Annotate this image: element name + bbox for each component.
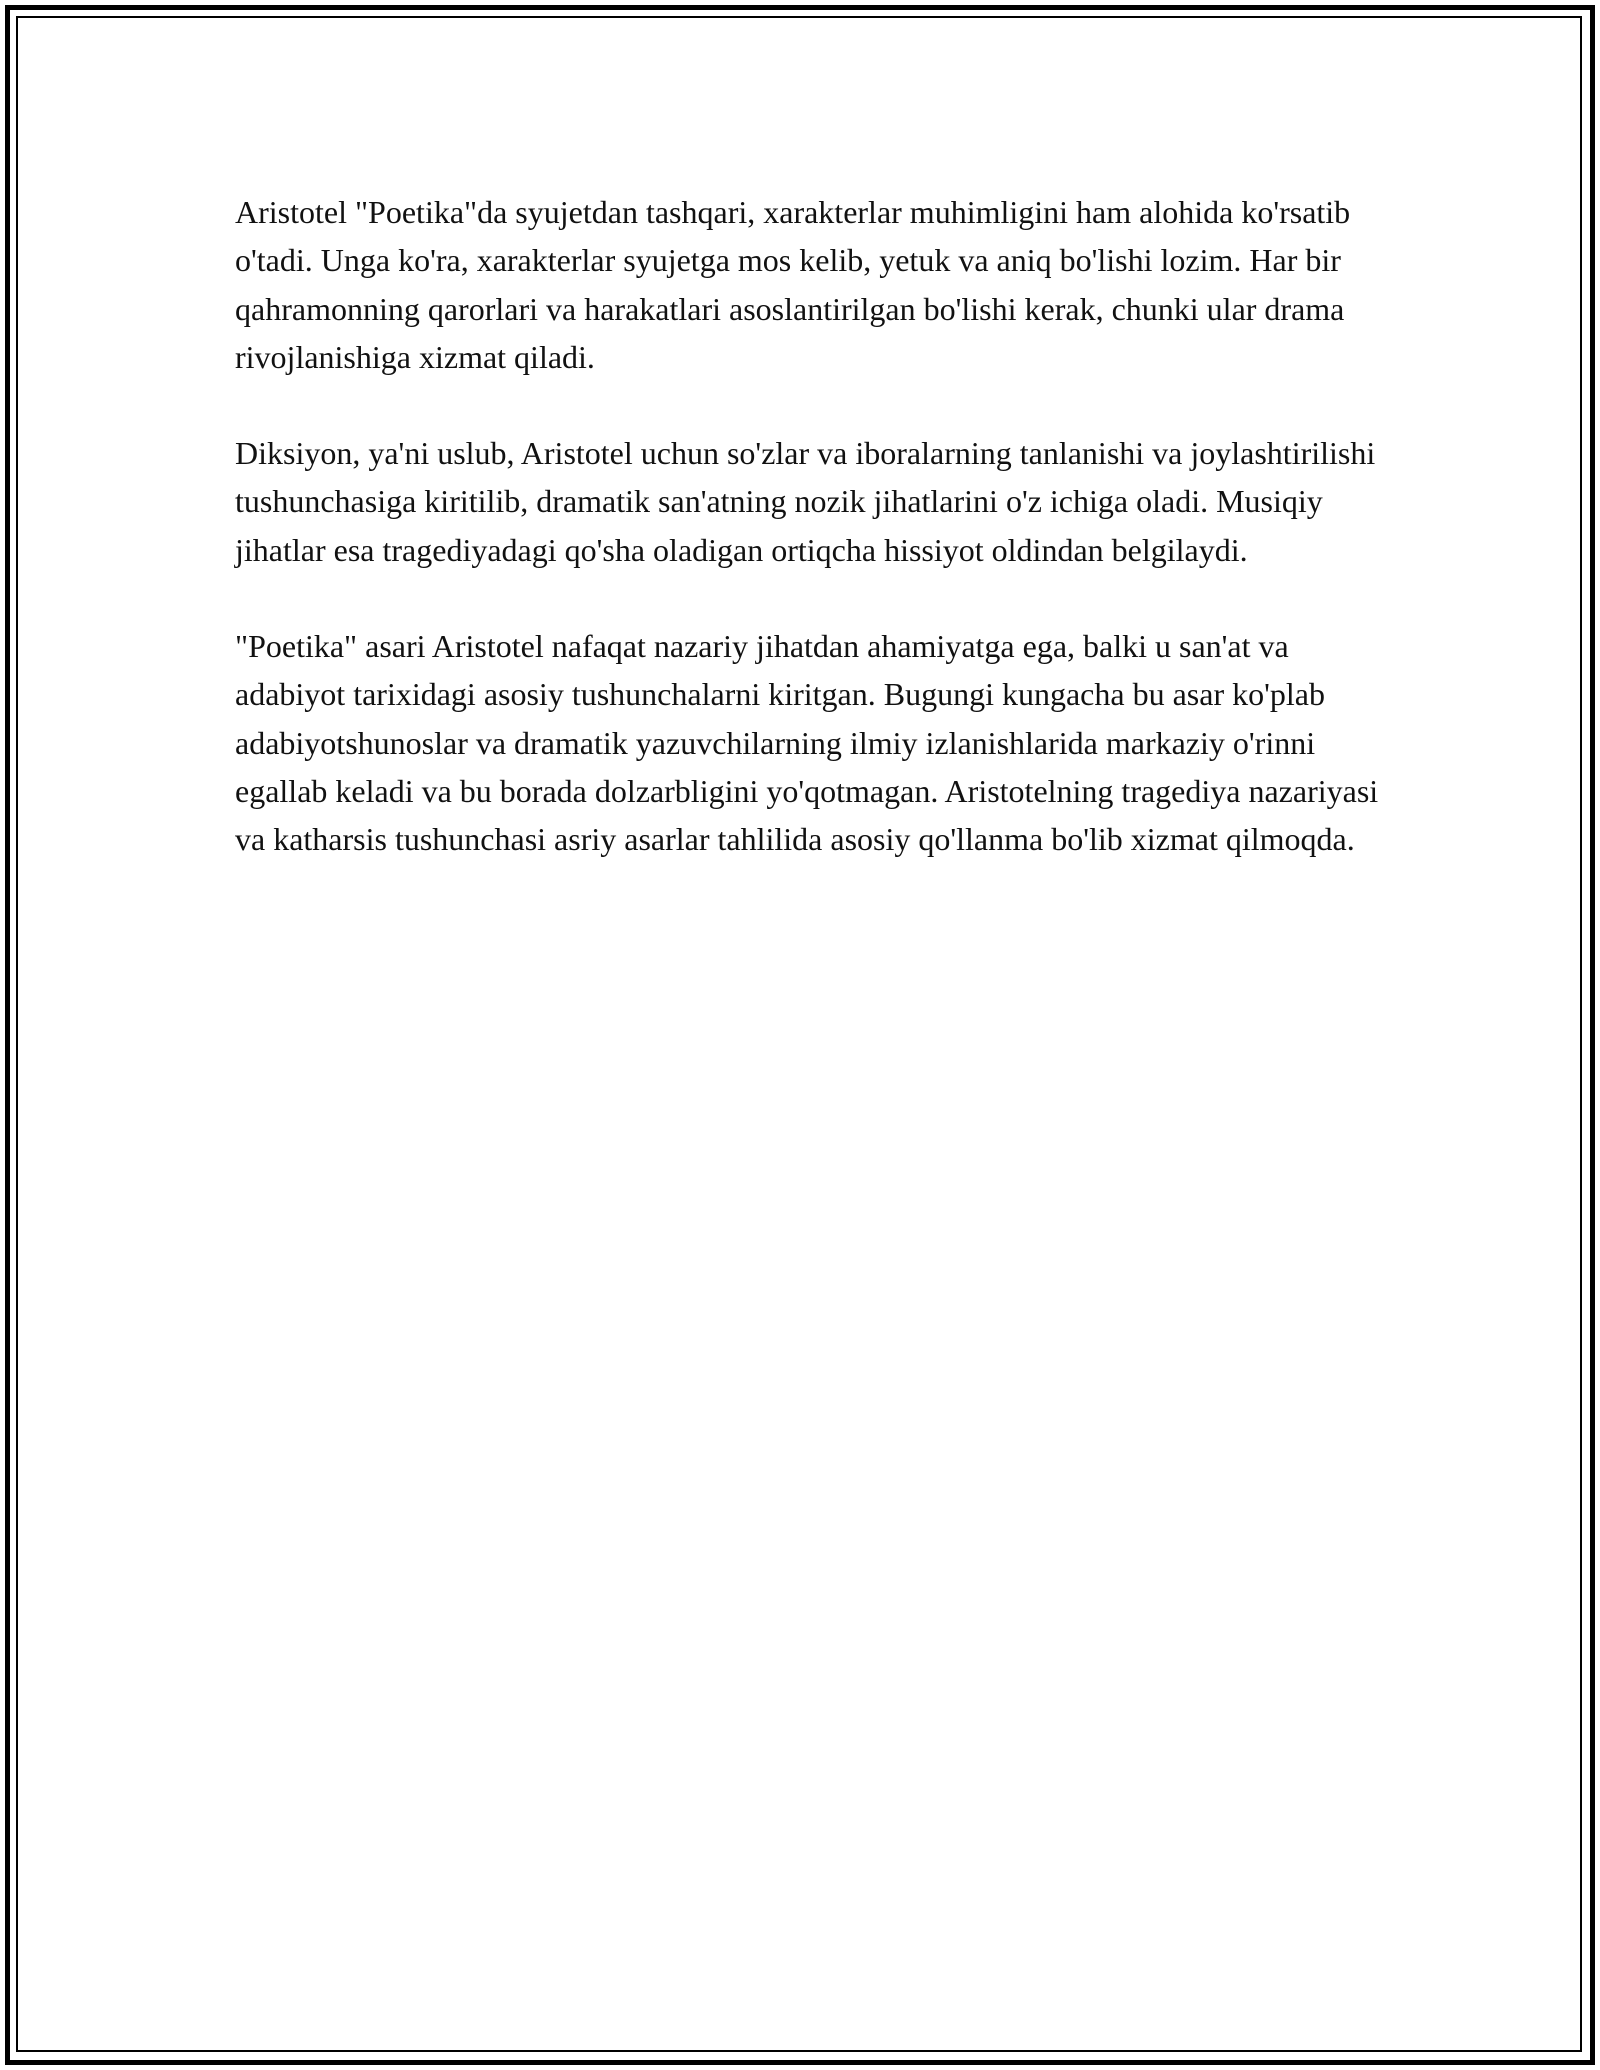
paragraph-characters: Aristotel "Poetika"da syujetdan tashqari, xarakterlar muhimligini ham alohida ko'rsatib o'tadi. Unga ko'ra, xarakterlar syujetga mos kelib, yetuk va aniq bo'lishi lozim. Har bir qahramonning qarorlari va harakatlari asoslantirilgan bo'lishi kerak, chunki ular drama rivojlanishiga xizmat qiladi. xyxy=(235,194,1351,375)
document-body xyxy=(235,188,1385,912)
paragraph-diction: Diksiyon, ya'ni uslub, Aristotel uchun so'zlar va iboralarning tanlanishi va joylashtirilishi tushunchasiga kiritilib, dramatik san'atning nozik jihatlarini o'z ichiga oladi. Musiqiy jihatlar esa tragediyadagi qo'sha oladigan ortiqcha hissiyot oldindan belgilaydi. xyxy=(235,435,1376,568)
paragraph-legacy: "Poetika" asari Aristotel nafaqat nazariy jihatdan ahamiyatga ega, balki u san'at va adabiyot tarixidagi asosiy tushunchalarni kiritgan. Bugungi kungacha bu asar ko'plab adabiyotshunoslar va dramatik yazuvchilarning ilmiy izlanishlarida markaziy o'rinni egallab keladi va bu borada dolzarbligini yo'qotmagan. Aristotelning tragediya nazariyasi va katharsis tushunchasi asriy asarlar tahlilida asosiy qo'llanma bo'lib xizmat qilmoqda. xyxy=(235,628,1379,858)
